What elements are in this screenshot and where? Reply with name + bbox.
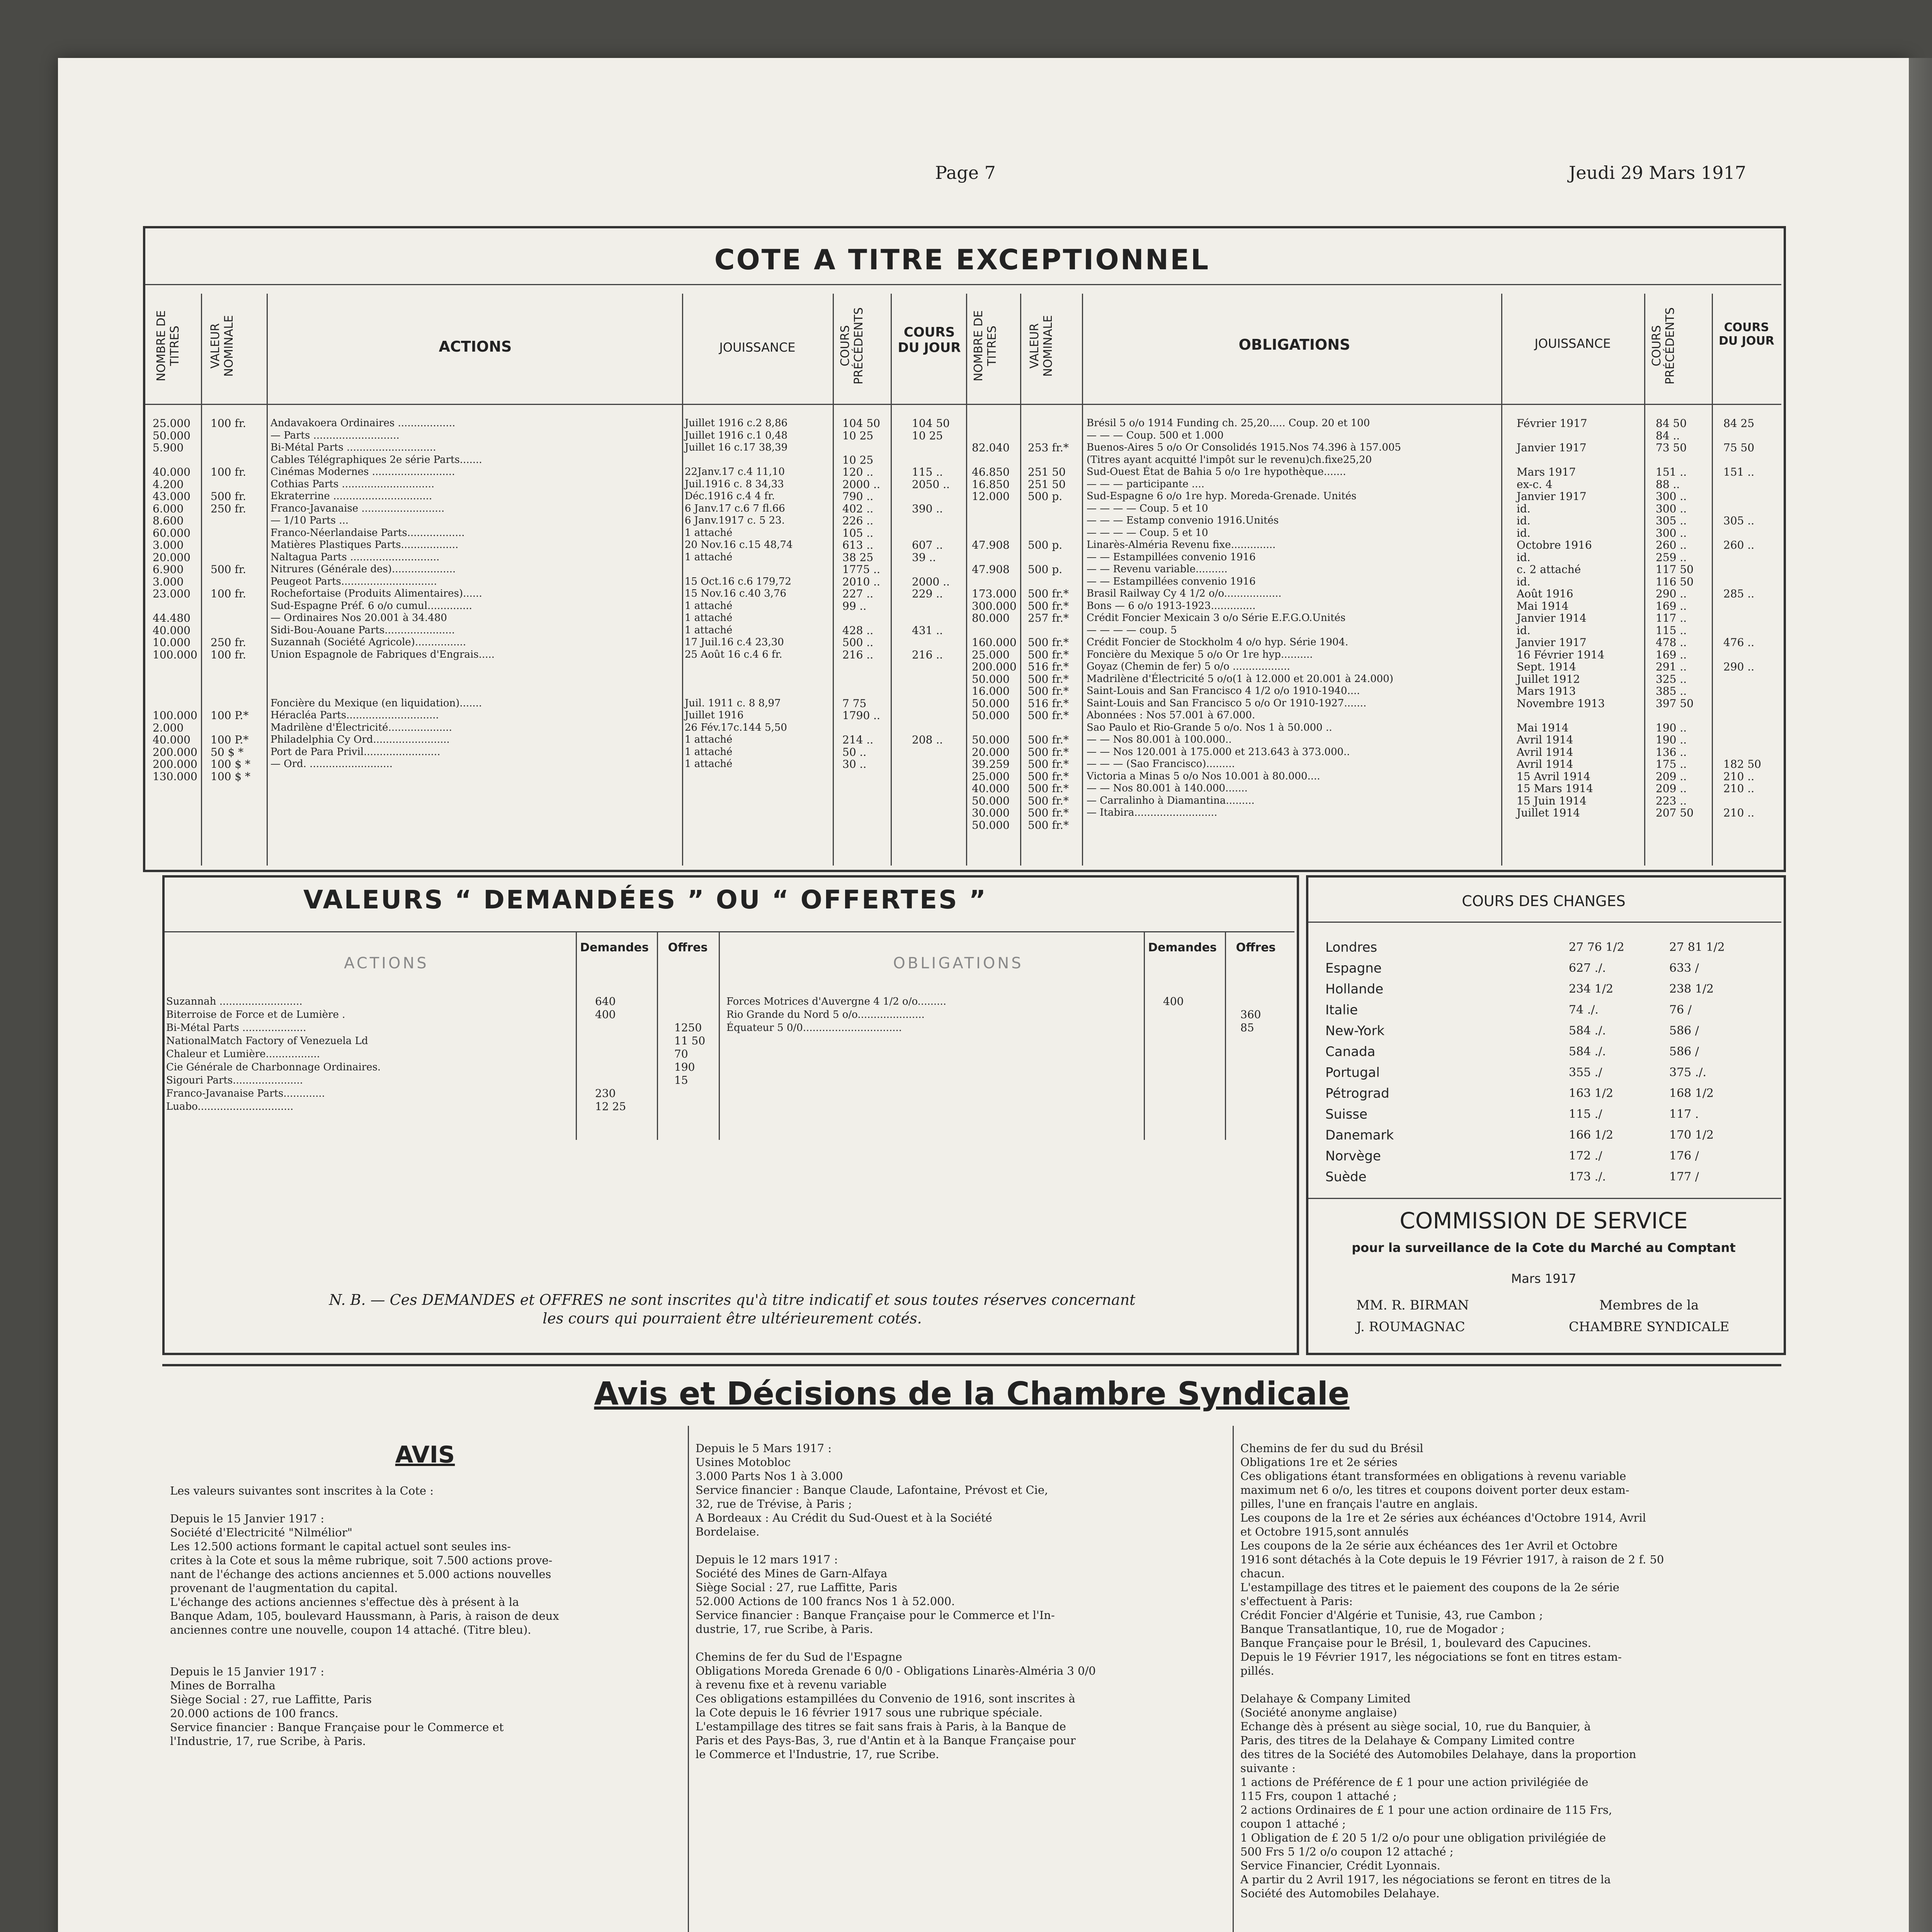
head-cours-prec: COURS PRÉCÉDENTS	[838, 307, 866, 384]
head-nombre-oblig: NOMBRE DE TITRES	[972, 310, 999, 381]
changes-to: 27 81 1/2 633 / 238 1/2 76 / 586 / 586 / 375 ./. 168 1/2 117 . 170 1/2 176 / 177 /	[1669, 940, 1725, 1184]
head-obligations: OBLIGATIONS	[1238, 336, 1350, 353]
col-rule	[1501, 294, 1502, 866]
cote-divider	[145, 284, 1781, 285]
col-rule	[1712, 294, 1713, 866]
changes-places: Londres Espagne Hollande Italie New-York Canada Portugal Pétrograd Suisse Danemark Norvège Suède	[1325, 940, 1394, 1185]
valeurs-title: VALEURS “ DEMANDÉES ” OU “ OFFERTES ”	[303, 885, 988, 915]
valeurs-oblig-list: Forces Motrices d'Auvergne 4 1/2 o/o......... Rio Grande du Nord 5 o/o..................... Équateur 5 0/0...............................	[726, 996, 947, 1034]
page-edge	[1909, 58, 1932, 1932]
changes-rule-2	[1308, 1198, 1781, 1199]
valeurs-rule-v	[1225, 931, 1226, 1140]
valeurs-oblig-off: 360 85	[1240, 1008, 1261, 1034]
actions-valeur: 100 fr. 100 fr. 500 fr. 250 fr. 500 fr. 100 fr. 250 fr. 100 fr. 100 P.* 100 P.* 50 $ * 100 $ * 100 $ *	[211, 417, 251, 783]
commission-role: Membres de la CHAMBRE SYNDICALE	[1569, 1298, 1730, 1335]
valeurs-offres-head: Offres	[668, 941, 708, 954]
valeurs-rule-v	[576, 931, 577, 1140]
actions-cours-jour: 104 50 10 25 115 .. 2050 .. 390 .. 607 .. 39 .. 2000 .. 229 .. 431 .. 216 .. 208 ..	[912, 417, 950, 746]
changes-rule	[1308, 922, 1781, 923]
avis-col-rule	[1233, 1426, 1234, 1932]
valeurs-rule-v	[657, 931, 658, 1140]
commission-month: Mars 1917	[1511, 1271, 1577, 1286]
col-rule	[891, 294, 892, 866]
cote-header-rule	[145, 404, 1781, 405]
actions-names: Andavakoera Ordinaires .................. — Parts ........................... Bi-Métal Parts ............................ Cables Télégraphiques 2e série Parts....... Cinémas Modernes .......................... Cothias Parts ............................. Ekraterrine ............................... Franco-Javanaise .......................... — 1/10 Parts ... Franco-Néerlandaise Parts.................. Matières Plastiques Parts.................. Naltagua Parts ............................ Nitrures (Générale des).................... Peugeot Parts.............................. Rochefortaise (Produits Alimentaires)...... Sud-Espagne Préf. 6 o/o cumul.............. — Ordinaires Nos 20.001 à 34.480 Sidi-Bou-Aouane Parts...................... Suzannah (Société Agricole)................ Union Espagnole de Fabriques d'Engrais..... Foncière du Mexique (en liquidation)....... Héracléa Parts............................. Madrilène d'Électricité.................... Philadelphia Cy Ord........................ Port de Para Privil........................ — Ord. ..........................	[270, 417, 495, 770]
col-rule	[682, 294, 683, 866]
valeurs-demandes-head-2: Demandes	[1148, 941, 1217, 954]
oblig-cours-prec: 84 50 84 .. 73 50 151 .. 88 .. 300 .. 300 .. 305 .. 300 .. 260 .. 259 .. 117 50 116 50 290 .. 169 .. 117 .. 115 .. 478 .. 169 .. 291 .. 325 .. 385 .. 397 50 190 .. 190 .. 136 .. 175 .. 209 .. 209 .. 223 .. 207 50	[1656, 417, 1694, 819]
valeurs-box	[162, 875, 1299, 1355]
oblig-cours-jour: 84 25 75 50 151 .. 305 .. 260 .. 285 .. 476 .. 290 .. 182 50 210 .. 210 .. 210 ..	[1723, 417, 1761, 819]
page-number: Page 7	[935, 162, 996, 183]
avis-col2: Depuis le 5 Mars 1917 : Usines Motobloc 3.000 Parts Nos 1 à 3.000 Service financier : Banque Claude, Lafontaine, Prévost et Cie, 32, rue de Trévise, à Paris ; A Bordeaux : Au Crédit du Sud-Ouest et à la Société Bordelaise. Depuis le 12 mars 1917 : Société des Mines de Garn-Alfaya Siège Social : 27, rue Laffitte, Paris 52.000 Actions de 100 francs Nos 1 à 52.000. Service financier : Banque Française pour le Commerce et l'In- dustrie, 17, rue Scribe, à Paris. Chemins de fer du Sud de l'Espagne Obligations Moreda Grenade 6 0/0 - Obligations Linarès-Alméria 3 0/0 à revenu fixe et à revenu variable Ces obligations estampillées du Convenio de 1916, sont inscrites à la Cote depuis le 16 février 1917 sous une rubrique spéciale. L'estampillage des titres se fait sans frais à Paris, à la Banque de Paris et des Pays-Bas, 3, rue d'Antin et à la Banque Française pour le Commerce et l'Industrie, 17, rue Scribe.	[696, 1442, 1096, 1761]
avis-head: AVIS	[395, 1441, 455, 1468]
valeurs-rule	[165, 931, 1294, 932]
valeurs-nb: N. B. — Ces DEMANDES et OFFRES ne sont inscrites qu'à titre indicatif et sous toutes réserves concernant les cours qui pourraient être ultérieurement cotés.	[329, 1291, 1136, 1327]
actions-cours-prec: 104 50 10 25 10 25 120 .. 2000 .. 790 .. 402 .. 226 .. 105 .. 613 .. 38 25 1775 .. 2010 .. 227 .. 99 .. 428 .. 500 .. 216 .. 7 75 1790 .. 214 .. 50 .. 30 ..	[842, 417, 880, 770]
col-rule	[833, 294, 834, 866]
oblig-names: Brésil 5 o/o 1914 Funding ch. 25,20..... Coup. 20 et 100 — — — Coup. 500 et 1.000 Buenos-Aires 5 o/o Or Consolidés 1915.Nos 74.396 à 157.005 (Titres ayant acquitté l'impôt sur le revenu)ch.fixe25,20 Sud-Ouest État de Bahia 5 o/o 1re hypothèque....... — — — participante .... Sud-Espagne 6 o/o 1re hyp. Moreda-Grenade. Unités — — — — Coup. 5 et 10 — — — Estamp convenio 1916.Unités — — — — Coup. 5 et 10 Linarès-Alméria Revenu fixe.............. — — Estampillées convenio 1916 — — Revenu variable.......... — — Estampillées convenio 1916 Brasil Railway Cy 4 1/2 o/o.................. Bons — 6 o/o 1913-1923.............. Crédit Foncier Mexicain 3 o/o Série E.F.G.O.Unités — — — — coup. 5 Crédit Foncier de Stockholm 4 o/o hyp. Série 1904. Foncière du Mexique 5 o/o Or 1re hyp.......... Goyaz (Chemin de fer) 5 o/o .................. Madrilène d'Électricité 5 o/o(1 à 12.000 et 20.001 à 24.000) Saint-Louis and San Francisco 4 1/2 o/o 1910-1940.... Saint-Louis and San Francisco 5 o/o Or 1910-1927....... Abonnées : Nos 57.001 à 67.000. Sao Paulo et Rio-Grande 5 o/o. Nos 1 à 50.000 .. — — Nos 80.001 à 100.000.. — — Nos 120.001 à 175.000 et 213.643 à 373.000.. — — — (Sao Francisco)......... Victoria a Minas 5 o/o Nos 10.001 à 80.000.... — — Nos 80.001 à 140.000....... — Carralinho à Diamantina......... — Itabira..........................	[1087, 417, 1401, 818]
valeurs-offres-head-2: Offres	[1236, 941, 1276, 954]
head-actions: ACTIONS	[439, 338, 512, 355]
col-rule	[201, 294, 202, 866]
avis-col3: Chemins de fer du sud du Brésil Obligations 1re et 2e séries Ces obligations étant transformées en obligations à revenu variable maximum net 6 o/o, les titres et coupons doivent porter deux estam- pilles, l'une en français l'autre en anglais. Les coupons de la 1re et 2e séries aux échéances d'Octobre 1914, Avril et Octobre 1915,sont annulés Les coupons de la 2e série aux échéances des 1er Avril et Octobre 1916 sont détachés à la Cote depuis le 19 Février 1917, à raison de 2 f. 50 chacun. L'estampillage des titres et le paiement des coupons de la 2e série s'effectuent à Paris: Crédit Foncier d'Algérie et Tunisie, 43, rue Cambon ; Banque Transatlantique, 10, rue de Mogador ; Banque Française pour le Brésil, 1, boulevard des Capucines. Depuis le 19 Février 1917, les négociations se font en titres estam- pillés. Delahaye & Company Limited (Société anonyme anglaise) Echange dès à présent au siège social, 10, rue du Banquier, à Paris, des titres de la Delahaye & Company Limited contre des titres de la Société des Automobiles Delahaye, dans la proportion suivante : 1 actions de Préférence de £ 1 pour une action privilégiée de 115 Frs, coupon 1 attaché ; 2 actions Ordinaires de £ 1 pour une action ordinaire de 115 Frs, coupon 1 attaché ; 1 Obligation de £ 20 5 1/2 o/o pour une obligation privilégiée de 500 Frs 5 1/2 o/o coupon 12 attaché ; Service Financier, Crédit Lyonnais. A partir du 2 Avril 1917, les négociations se feront en titres de la Société des Automobiles Delahaye.	[1240, 1442, 1664, 1900]
col-rule	[1082, 294, 1083, 866]
changes-title: COURS DES CHANGES	[1462, 893, 1626, 910]
col-rule	[1644, 294, 1645, 866]
head-valeur-oblig: VALEUR NOMINALE	[1028, 315, 1055, 377]
head-valeur: VALEUR NOMINALE	[209, 315, 236, 377]
head-nombre: NOMBRE DE TITRES	[155, 310, 182, 381]
col-rule	[966, 294, 967, 866]
oblig-jouissance: Février 1917 Janvier 1917 Mars 1917 ex-c. 4 Janvier 1917 id. id. id. Octobre 1916 id. c. 2 attaché id. Août 1916 Mai 1914 Janvier 1914 id. Janvier 1917 16 Février 1914 Sept. 1914 Juillet 1912 Mars 1913 Novembre 1913 Mai 1914 Avril 1914 Avril 1914 Avril 1914 15 Avril 1914 15 Mars 1914 15 Juin 1914 Juillet 1914	[1517, 417, 1605, 819]
valeurs-actions-list: Suzannah .......................... Biterroise de Force et de Lumière . Bi-Métal Parts .................... NationalMatch Factory of Venezuela Ld Chaleur et Lumière................. Cie Générale de Charbonnage Ordinaires. Sigouri Parts...................... Franco-Javanaise Parts............. Luabo..............................	[166, 996, 381, 1112]
avis-top-rule	[162, 1364, 1781, 1366]
head-cours-jour: COURS DU JOUR	[898, 325, 961, 355]
valeurs-actions-head: ACTIONS	[344, 954, 429, 972]
actions-jouissance: Juillet 1916 c.2 8,86 Juillet 1916 c.1 0,48 Juillet 16 c.17 38,39 22Janv.17 c.4 11,10 Juil.1916 c. 8 34,33 Déc.1916 c.4 4 fr. 6 Janv.17 c.6 7 fl.66 6 Janv.1917 c. 5 23. 1 attaché 20 Nov.16 c.15 48,74 1 attaché 15 Oct.16 c.6 179,72 15 Nov.16 c.40 3,76 1 attaché 1 attaché 1 attaché 17 Juil.16 c.4 23,30 25 Août 16 c.4 6 fr. Juil. 1911 c. 8 8,97 Juillet 1916 26 Fév.17c.144 5,50 1 attaché 1 attaché 1 attaché	[685, 417, 793, 770]
head-cours-prec-oblig: COURS PRÉCÉDENTS	[1650, 307, 1677, 384]
col-rule	[267, 294, 268, 866]
valeurs-actions-off: 1250 11 50 70 190 15	[674, 1021, 706, 1087]
valeurs-oblig-head: OBLIGATIONS	[893, 954, 1024, 972]
cote-title: COTE A TITRE EXCEPTIONNEL	[714, 243, 1210, 276]
head-jouissance: JOUISSANCE	[719, 340, 796, 355]
page-date: Jeudi 29 Mars 1917	[1569, 162, 1747, 183]
head-cours-jour-oblig: COURS DU JOUR	[1719, 321, 1774, 348]
commission-members: MM. R. BIRMAN J. ROUMAGNAC	[1356, 1298, 1469, 1335]
changes-from: 27 76 1/2 627 ./. 234 1/2 74 ./. 584 ./. 584 ./. 355 ./ 163 1/2 115 ./ 166 1/2 172 ./ 173 ./.	[1569, 940, 1624, 1184]
col-rule	[1020, 294, 1021, 866]
commission-title: COMMISSION DE SERVICE	[1400, 1208, 1688, 1234]
actions-nombre: 25.000 50.000 5.900 40.000 4.200 43.000 6.000 8.600 60.000 3.000 20.000 6.900 3.000 23.000 44.480 40.000 10.000 100.000 100.000 2.000 40.000 200.000 200.000 130.000	[153, 417, 197, 783]
valeurs-rule-v	[719, 931, 720, 1140]
avis-col1: Les valeurs suivantes sont inscrites à la Cote : Depuis le 15 Janvier 1917 : Société d'Electricité "Nilmélior" Les 12.500 actions formant le capital actuel sont seules ins- crites à la Cote et sous la même rubrique, soit 7.500 actions prove- nant de l'échange des actions anciennes et 5.000 actions nouvelles provenant de l'augmentation du capital. L'échange des actions anciennes s'effectue dès à présent à la Banque Adam, 105, boulevard Haussmann, à Paris, à raison de deux anciennes contre une nouvelle, coupon 14 attaché. (Titre bleu). Depuis le 15 Janvier 1917 : Mines de Borralha Siège Social : 27, rue Laffitte, Paris 20.000 actions de 100 francs. Service financier : Banque Française pour le Commerce et l'Industrie, 17, rue Scribe, à Paris.	[170, 1484, 559, 1748]
valeurs-oblig-dem: 400	[1163, 995, 1184, 1008]
avis-col-rule	[688, 1426, 689, 1932]
oblig-valeur: 253 fr.* 251 50 251 50 500 p. 500 p. 500 p. 500 fr.* 500 fr.* 257 fr.* 500 fr.* 500 fr.* 516 fr.* 500 fr.* 500 fr.* 516 fr.* 500 fr.* 500 fr.* 500 fr.* 500 fr.* 500 fr.* 500 fr.* 500 fr.* 500 fr.* 500 fr.*	[1028, 441, 1069, 832]
oblig-nombre: 82.040 46.850 16.850 12.000 47.908 47.908 173.000 300.000 80.000 160.000 25.000 200.000 50.000 16.000 50.000 50.000 50.000 20.000 39.259 25.000 40.000 50.000 30.000 50.000	[972, 441, 1017, 832]
valeurs-actions-dem: 640 400 230 12 25	[595, 995, 626, 1113]
head-jouissance-oblig: JOUISSANCE	[1534, 336, 1611, 351]
commission-subtitle: pour la surveillance de la Cote du Marché au Comptant	[1352, 1240, 1736, 1255]
avis-title: Avis et Décisions de la Chambre Syndicale	[594, 1376, 1350, 1412]
valeurs-demandes-head: Demandes	[580, 941, 649, 954]
valeurs-rule-v	[1144, 931, 1145, 1140]
